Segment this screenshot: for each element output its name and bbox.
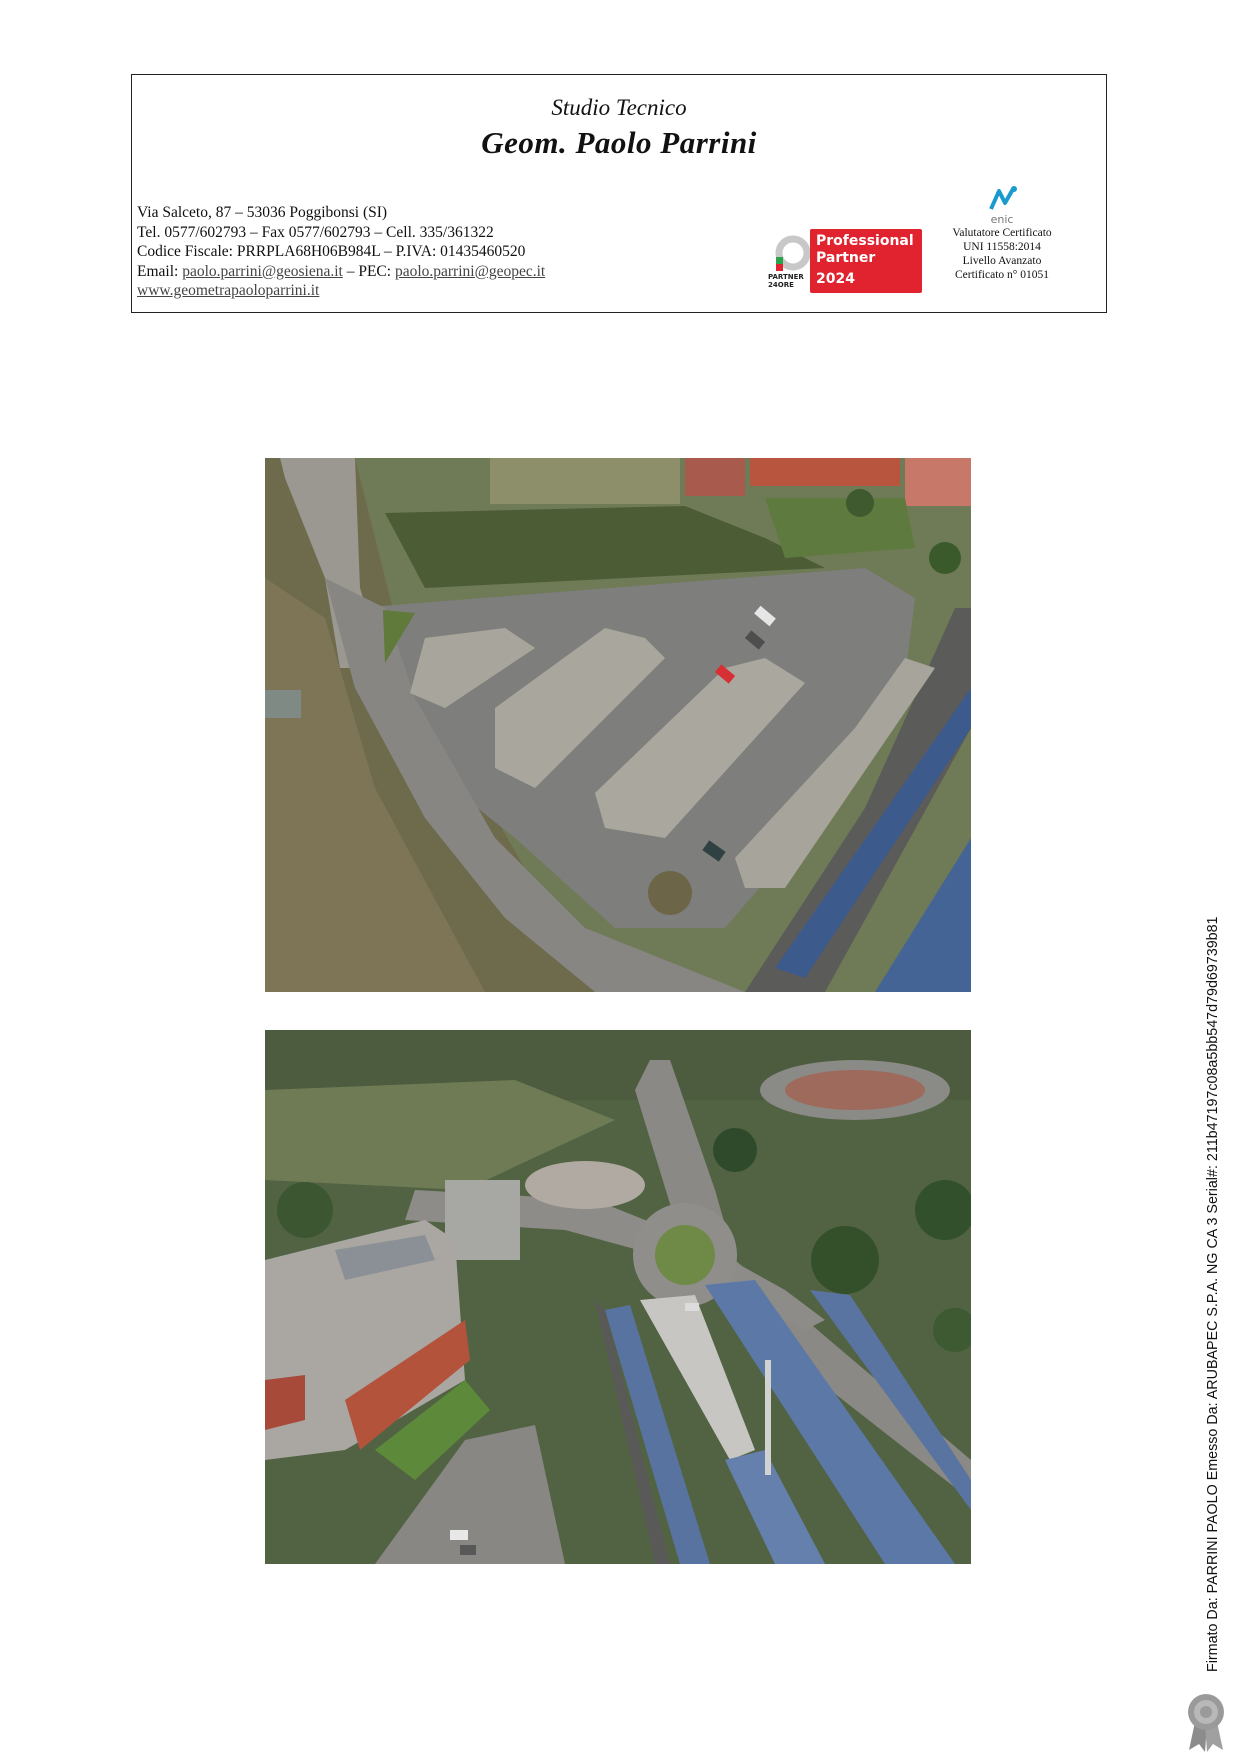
digital-signature-stamp: Firmato Da: PARRINI PAOLO Emesso Da: ARUBAPEC S.P.A. NG CA 3 Serial#: 211b47197c08a5bb547d79d69739b81 xyxy=(1205,916,1221,1672)
email-link[interactable]: paolo.parrini@geosiena.it xyxy=(182,262,343,280)
pec-link[interactable]: paolo.parrini@geopec.it xyxy=(394,262,546,280)
cert-line1: Valutatore Certificato xyxy=(952,227,1052,239)
address: Via Salceto, 87 – 53036 Poggibonsi (SI) xyxy=(137,204,388,221)
enic-certification xyxy=(937,185,1067,282)
letterhead xyxy=(131,74,1107,313)
enic-logo-icon xyxy=(985,185,1019,213)
partner-sub-line2: 24ORE xyxy=(768,281,794,289)
enic-brand: enic xyxy=(990,213,1014,226)
partner-year: 2024 xyxy=(816,271,855,287)
tax-codes: Codice Fiscale: PRRPLA68H06B984L – P.IVA: 01435460520 xyxy=(137,243,526,260)
contact-block xyxy=(137,203,545,301)
professional-partner-card xyxy=(810,229,922,293)
phone-numbers: Tel. 0577/602793 – Fax 0577/602793 – Cell. 335/361322 xyxy=(137,223,494,241)
email-line xyxy=(137,262,545,282)
cert-line4: Certificato n° 01051 xyxy=(954,269,1050,281)
pec-label: – PEC: xyxy=(342,262,395,280)
website-link[interactable]: www.geometrapaoloparrini.it xyxy=(137,282,320,299)
studio-title: Studio Tecnico xyxy=(551,95,687,120)
aerial-photo-roundabout xyxy=(265,1030,971,1564)
partner-sub-label xyxy=(768,273,804,289)
cert-line3: Livello Avanzato xyxy=(962,255,1042,267)
partner-line2: Partner xyxy=(816,250,876,266)
partner-sub-line1: PARTNER xyxy=(768,273,804,281)
signature-seal-icon xyxy=(1181,1690,1231,1752)
partner-line1: Professional xyxy=(816,233,914,249)
cert-line2: UNI 11558:2014 xyxy=(963,241,1041,253)
email-label: Email: xyxy=(137,262,183,280)
studio-name: Geom. Paolo Parrini xyxy=(481,125,757,160)
partner-24ore-logo xyxy=(768,229,924,295)
aerial-photo-parking-lot xyxy=(265,458,971,992)
